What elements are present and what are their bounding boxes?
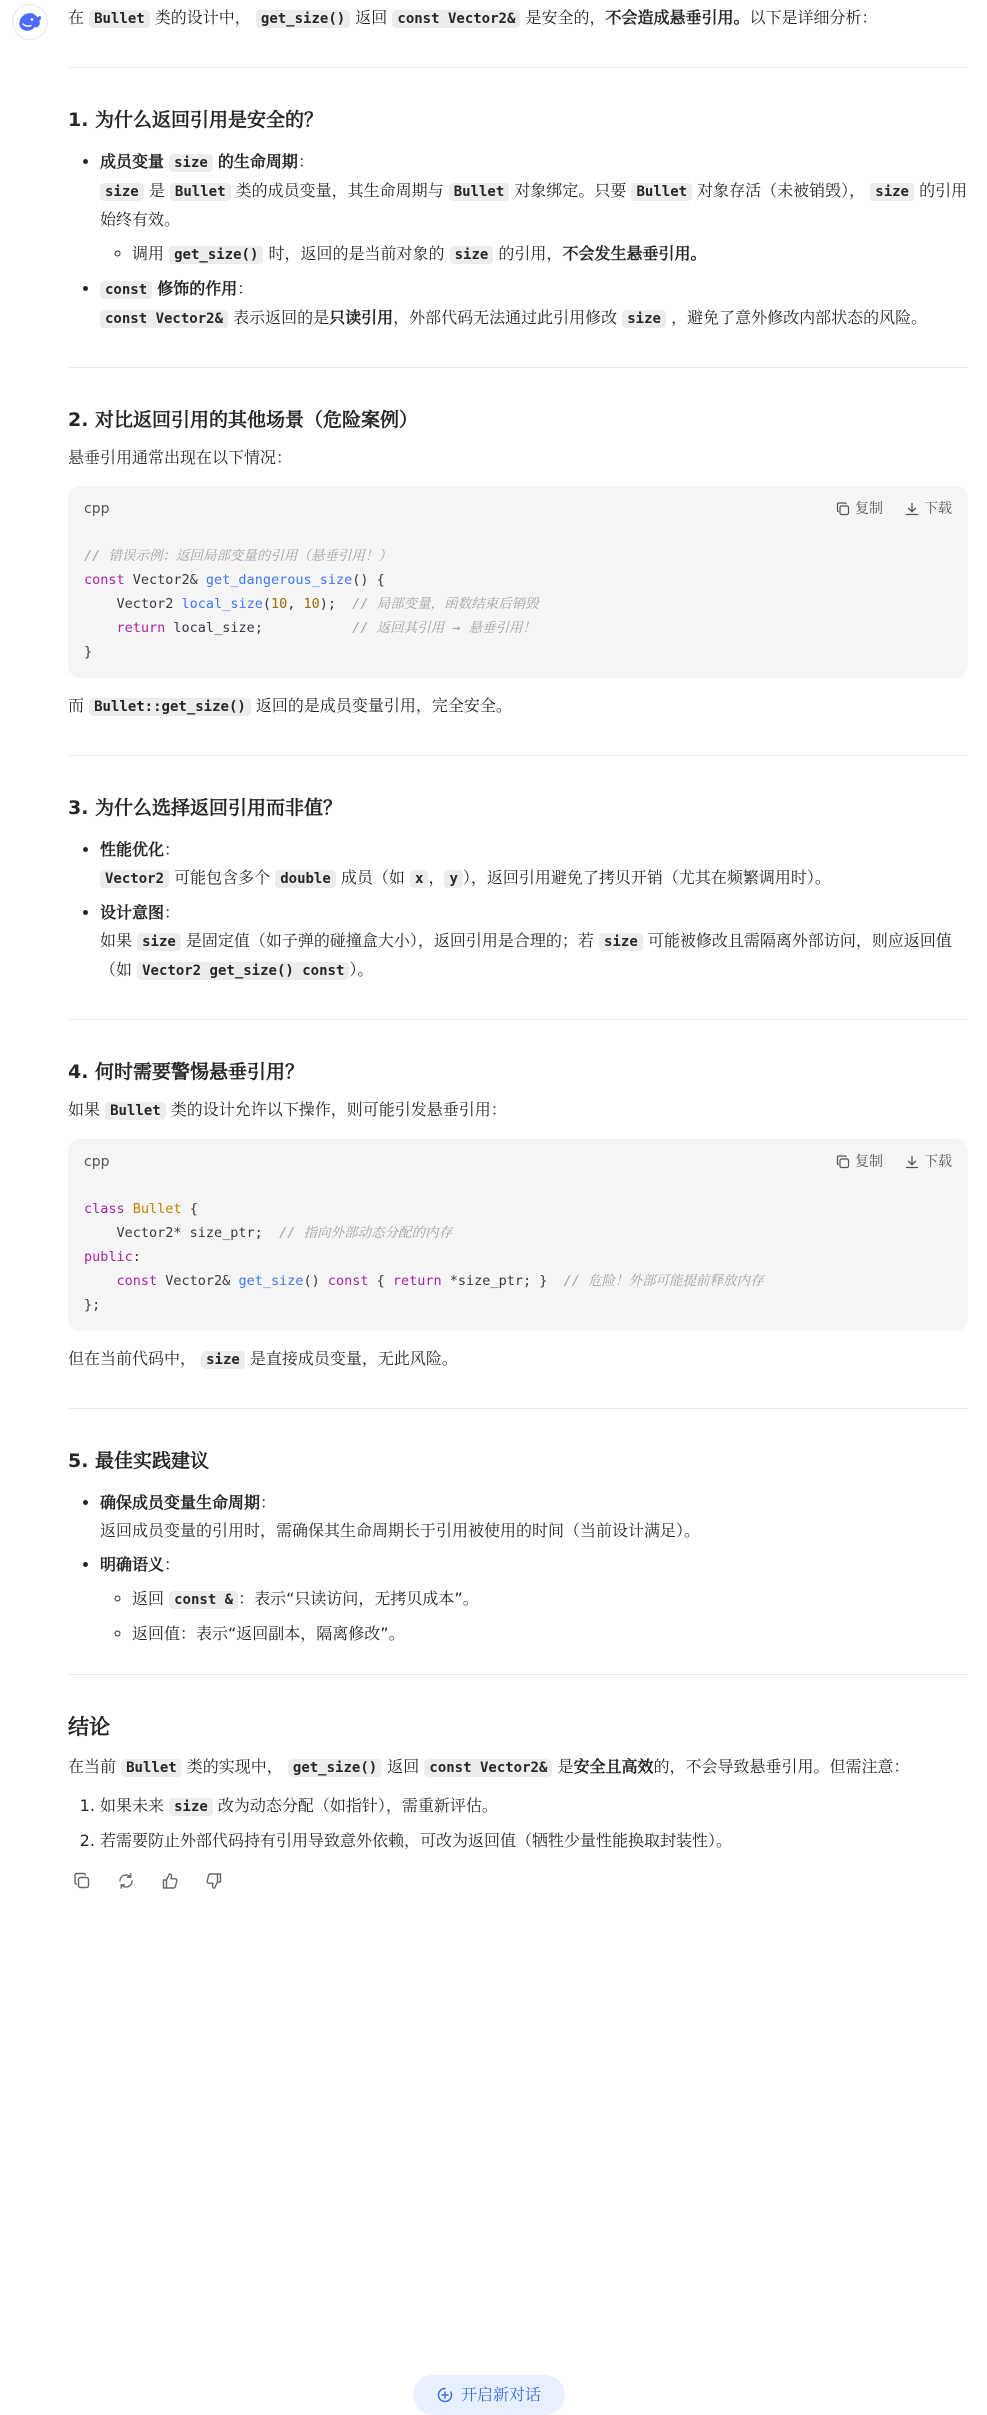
inline-code: get_size(): [256, 10, 350, 28]
inline-code: size: [201, 1351, 245, 1369]
conclusion-list: [68, 1792, 968, 1855]
code-language-label: cpp: [84, 501, 110, 517]
divider: [68, 1408, 968, 1409]
inline-code: size: [169, 1798, 213, 1816]
section-1-list: [68, 148, 968, 333]
inline-code: const Vector2&: [100, 310, 228, 328]
inline-code: get_size(): [169, 246, 263, 264]
section-2-after: 而 Bullet::get_size() 返回的是成员变量引用，完全安全。: [68, 696, 512, 715]
inline-code: Bullet: [631, 183, 692, 201]
copy-icon: [836, 1155, 850, 1169]
assistant-avatar: [12, 4, 48, 40]
whale-logo-icon: [18, 12, 42, 32]
inline-code: Bullet: [449, 183, 510, 201]
section-4-lead: 如果 Bullet 类的设计允许以下操作，则可能引发悬垂引用：: [68, 1100, 507, 1119]
sub-list-item: ◦ 调用 get_size() 时，返回的是当前对象的 size 的引用，不会发生悬垂引用。: [132, 240, 968, 269]
inline-code: size: [450, 246, 494, 264]
copy-icon: [836, 502, 850, 516]
section-heading-2: 2. 对比返回引用的其他场景（危险案例）: [68, 409, 419, 431]
conclusion-paragraph: 在当前 Bullet 类的实现中， get_size() 返回 const Vector2& 是安全且高效的，不会导致悬垂引用。但需注意：: [68, 1757, 910, 1776]
inline-code: x: [410, 870, 428, 888]
code-language-label: cpp: [84, 1154, 110, 1170]
divider: [68, 755, 968, 756]
list-item: • 明确语义： ◦ 返回 const & ：表示“只读访问，无拷贝成本”。 ◦ 返回值：表示“返回副本，隔离修改”。: [100, 1551, 968, 1648]
code-block-header: [68, 486, 968, 532]
section-heading-4: 4. 何时需要警惕悬垂引用？: [68, 1061, 305, 1083]
sub-list: [100, 1585, 968, 1648]
inline-code: Bullet: [105, 1102, 166, 1120]
download-icon: [905, 502, 919, 516]
sub-list-item: ◦ 返回 const & ：表示“只读访问，无拷贝成本”。: [132, 1585, 968, 1614]
section-heading-3: 3. 为什么选择返回引用而非值？: [68, 797, 343, 819]
thumbs-up-icon[interactable]: [158, 1869, 182, 1893]
inline-code: size: [169, 154, 213, 172]
divider: [68, 1019, 968, 1020]
thumbs-down-icon[interactable]: [202, 1869, 226, 1893]
new-chat-button[interactable]: 开启新对话: [413, 2375, 565, 2415]
section-2-lead: 悬垂引用通常出现在以下情况：: [68, 448, 293, 467]
inline-code: Bullet: [89, 10, 150, 28]
inline-code: size: [599, 933, 643, 951]
list-item: 2. 若需要防止外部代码持有引用导致意外依赖，可改为返回值（牺牲少量性能换取封装性）。: [100, 1827, 968, 1855]
download-code-button[interactable]: 下载: [905, 1148, 952, 1176]
list-item: • 确保成员变量生命周期： 返回成员变量的引用时，需确保其生命周期长于引用被使用的时间（当前设计满足）。: [100, 1489, 968, 1545]
section-heading-1: 1. 为什么返回引用是安全的？: [68, 109, 324, 131]
section-3-list: [68, 836, 968, 985]
inline-code: const Vector2&: [424, 1759, 552, 1777]
divider: [68, 1674, 968, 1675]
inline-code: Bullet: [121, 1759, 182, 1777]
code-block: [68, 486, 968, 678]
copy-code-button[interactable]: 复制: [836, 495, 883, 523]
regenerate-icon[interactable]: [114, 1869, 138, 1893]
inline-code: const &: [169, 1591, 238, 1609]
code-content: class Bullet { Vector2* size_ptr; // 指向外部动态分配的内存 public: const Vector2& get_size() const { return *size_ptr; } // 危险！外部可能提前释放内存 };: [84, 1201, 764, 1313]
sub-list-item: ◦ 返回值：表示“返回副本，隔离修改”。: [132, 1620, 968, 1648]
list-item: • 性能优化： Vector2 可能包含多个 double 成员（如 x ， y ），返回引用避免了拷贝开销（尤其在频繁调用时）。: [100, 836, 968, 893]
download-icon: [905, 1155, 919, 1169]
list-item: • 成员变量 size 的生命周期： size 是 Bullet 类的成员变量，其生命周期与 Bullet 对象绑定。只要 Bullet 对象存活（未被销毁）， size 的引用始终有效。 ◦ 调用 get_size() 时，返回的是当前对象的 size 的引用，不会发生悬垂引用。: [100, 148, 968, 269]
code-block-header: [68, 1139, 968, 1185]
intro-paragraph: 在 Bullet 类的设计中， get_size() 返回 const Vector2& 是安全的，不会造成悬垂引用。以下是详细分析：: [68, 8, 878, 27]
assistant-message: [68, 0, 968, 1893]
download-code-button[interactable]: 下载: [905, 495, 952, 523]
inline-code: Bullet: [170, 183, 231, 201]
inline-code: size: [622, 310, 666, 328]
inline-code: Bullet::get_size(): [89, 698, 251, 716]
inline-code: size: [870, 183, 914, 201]
inline-code: get_size(): [288, 1759, 382, 1777]
list-item: • 设计意图： 如果 size 是固定值（如子弹的碰撞盒大小），返回引用是合理的；若 size 可能被修改且需隔离外部访问，则应返回值（如 Vector2 get_size() const ）。: [100, 899, 968, 985]
inline-code: Vector2: [100, 870, 169, 888]
section-5-list: [68, 1489, 968, 1648]
inline-code: y: [444, 870, 462, 888]
copy-icon[interactable]: [70, 1869, 94, 1893]
message-actions: [68, 1869, 968, 1893]
list-item: • const 修饰的作用： const Vector2& 表示返回的是只读引用，外部代码无法通过此引用修改 size ，避免了意外修改内部状态的风险。: [100, 275, 968, 333]
code-content: // 错误示例：返回局部变量的引用（悬垂引用！） const Vector2& get_dangerous_size() { Vector2 local_size(10, 10); // 局部变量，函数结束后销毁 return local_size; // 返回其引用 → 悬垂引用！ }: [84, 548, 539, 660]
divider: [68, 367, 968, 368]
inline-code: double: [275, 870, 336, 888]
inline-code: size: [100, 183, 144, 201]
list-item: 1. 如果未来 size 改为动态分配（如指针），需重新评估。: [100, 1792, 968, 1821]
sub-list: [100, 240, 968, 269]
inline-code: const: [100, 281, 152, 299]
section-4-after: 但在当前代码中， size 是直接成员变量，无此风险。: [68, 1349, 458, 1368]
inline-code: Vector2 get_size() const: [137, 962, 349, 980]
copy-code-button[interactable]: 复制: [836, 1148, 883, 1176]
inline-code: const Vector2&: [392, 10, 520, 28]
inline-code: size: [137, 933, 181, 951]
divider: [68, 67, 968, 68]
code-block: [68, 1139, 968, 1331]
conclusion-heading: 结论: [68, 1715, 110, 1739]
new-chat-icon: [437, 2387, 453, 2403]
section-heading-5: 5. 最佳实践建议: [68, 1450, 210, 1472]
